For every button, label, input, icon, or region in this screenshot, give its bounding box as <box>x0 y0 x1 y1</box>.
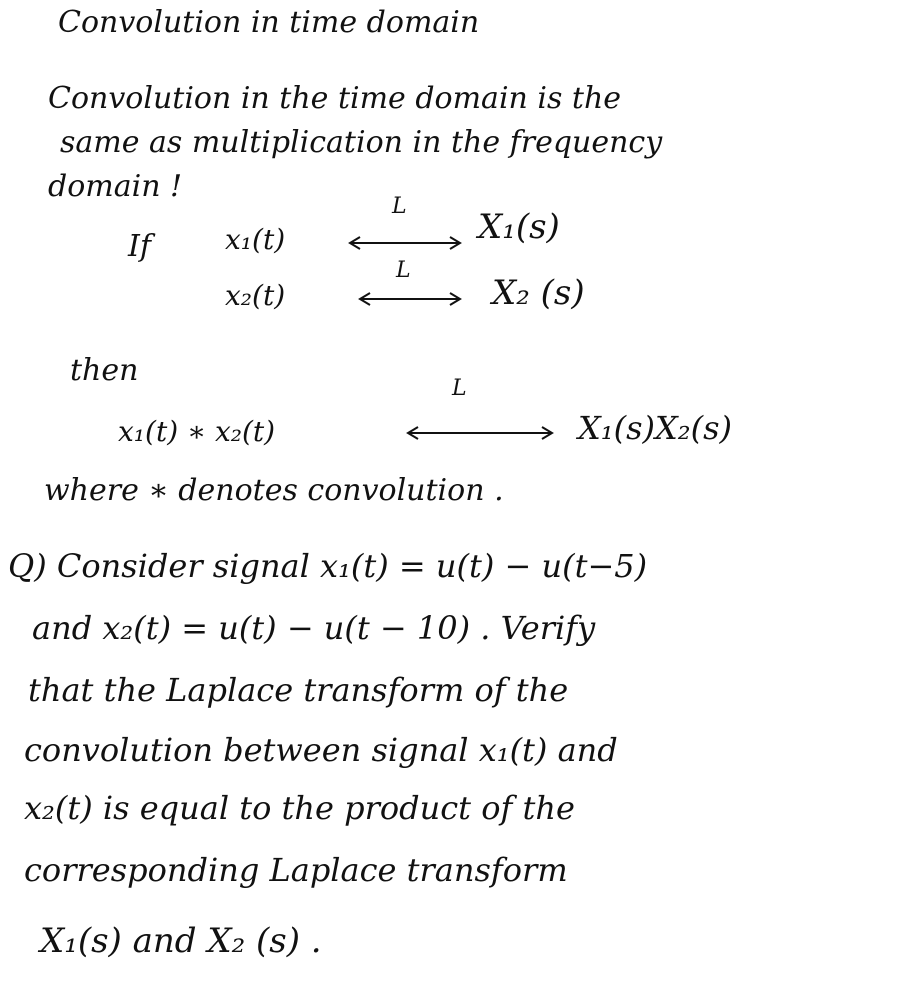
intro-line-1: Convolution in the time domain is the <box>48 81 622 116</box>
where-note: where ∗ denotes convolution . <box>44 473 504 508</box>
result-transform-symbol: L <box>452 376 467 401</box>
question-line-6: corresponding Laplace transform <box>24 851 568 889</box>
pair2-rhs: X₂ (s) <box>492 273 585 313</box>
pair1-lhs: x₁(t) <box>225 223 286 256</box>
page-title: Convolution in time domain <box>58 5 480 40</box>
pair1-double-arrow <box>346 236 464 248</box>
question-line-3: that the Laplace transform of the <box>28 671 569 709</box>
pair1-transform-symbol: L <box>392 194 407 219</box>
question-line-5: x₂(t) is equal to the product of the <box>24 789 575 827</box>
pair2-lhs: x₂(t) <box>225 279 286 312</box>
pair1-rhs: X₁(s) <box>478 207 560 247</box>
question-line-1: Q) Consider signal x₁(t) = u(t) − u(t−5) <box>8 547 648 585</box>
convolution-lhs: x₁(t) ∗ x₂(t) <box>118 415 276 448</box>
intro-line-3: domain ! <box>48 169 183 204</box>
question-line-2: and x₂(t) = u(t) − u(t − 10) . Verify <box>32 609 596 647</box>
then-label: then <box>70 353 139 388</box>
question-line-4: convolution between signal x₁(t) and <box>24 731 618 769</box>
pair2-double-arrow <box>356 292 464 304</box>
pair2-transform-symbol: L <box>396 258 411 283</box>
intro-line-2: same as multiplication in the frequency <box>60 125 663 160</box>
convolution-rhs: X₁(s)X₂(s) <box>578 409 732 447</box>
if-label: If <box>128 229 151 264</box>
result-double-arrow <box>404 426 556 438</box>
question-line-7: X₁(s) and X₂ (s) . <box>40 921 322 961</box>
